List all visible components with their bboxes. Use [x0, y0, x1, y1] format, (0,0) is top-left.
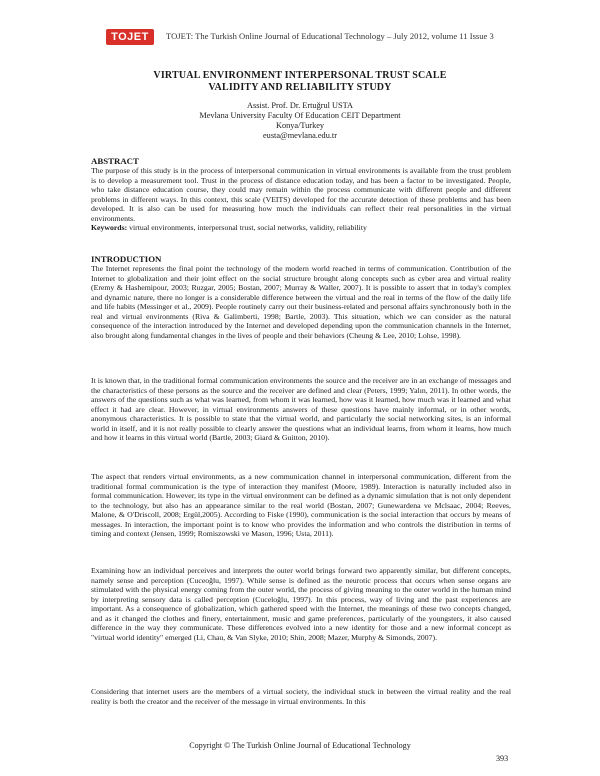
author-name: Assist. Prof. Dr. Ertuğrul USTA [246, 101, 354, 110]
abstract-section [91, 156, 511, 233]
intro-paragraph-1-wrap [91, 264, 511, 340]
keywords-text: virtual environments, interpersonal trust, social networks, validity, reliability [127, 223, 367, 232]
author-email: eusta@mevlana.edu.tr [263, 131, 337, 140]
intro-paragraph: Considering that internet users are the members of a virtual society, the individual stuck in between the virtual reality and the real reality is both the creator and the receiver of the message in virtual environments. In this [91, 687, 511, 706]
journal-logo: TOJET [106, 29, 154, 45]
abstract-text: The purpose of this study is in the process of interpersonal communication in virtual environments is available from the trust problem is to develop a measurement tool. Trust in the process of distance education today, and has been a factor to be investigated. People, who take distance education course, they could may remain within the process communicate with different people and different problems in different ways. In this context, this scale (VEITS) developed for the accurate detection of these problems and has been developed. It is also can be used for measuring how much the individuals can reflect their real personalities in the virtual environments. [91, 166, 511, 223]
running-header: TOJET: The Turkish Online Journal of Educational Technology – July 2012, volume 11 Issue 3 [166, 31, 494, 41]
author-block [0, 101, 600, 141]
intro-paragraph-5-wrap [91, 687, 511, 706]
introduction-heading: INTRODUCTION [91, 254, 162, 264]
intro-paragraph-4-wrap [91, 566, 511, 642]
author-location: Konya/Turkey [275, 121, 325, 130]
intro-paragraph-2-wrap [91, 376, 511, 443]
intro-paragraph: Examining how an individual perceives and interprets the outer world brings forward two apparently similar, but different concepts, namely sense and perception (Cucеoğlu, 1997). While sense is defined as the neurotic process that occurs when sense organs are stimulated with the physical energy coming from the outer world, the process of giving meaning to the outer world in the human mind by interpreting sensory data is called perception (Cucеloğlu, 1997). In this process, way of living and the past experiences are important. As a consequence of globalization, which gathered speed with the Internet, the meanings of these two concepts changed, and as it changed the clothes and finery, entertainment, music and game preferences, particularly of the youngsters, it also caused difference in the way they communicate. These differences evolved into a new identity for those and a new informal concept as "virtual world identity" emerged (Li, Chau, & Van Slyke, 2010; Shin, 2008; Mazer, Murphy & Simonds, 2007). [91, 566, 511, 642]
introduction-section [91, 254, 511, 264]
intro-paragraph-3-wrap [91, 472, 511, 539]
author-affiliation: Mevlana University Faculty Of Education CEIT Department [199, 111, 401, 120]
copyright-footer: Copyright © The Turkish Online Journal of Educational Technology [189, 741, 411, 750]
abstract-heading: ABSTRACT [91, 156, 139, 166]
page-number: 393 [496, 754, 509, 763]
intro-paragraph: The Internet represents the final point the technology of the modern world reached in terms of communication. Contribution of the Internet to globalization and their joint effect on the social structure brought along concepts such as cyber area and virtual reality (Eremy & Hashemipour, 2003; Ruzgar, 2005; Bostan, 2007; Murray & Waller, 2007). It is possible to assert that in today's complex and dynamic nature, there no longer is a considerable difference between the virtual and the real in terms of the flow of the daily life and life habits (Messinger et al., 2009). People routinely carry out their business-related and personal affairs synchronously both in the real and virtual environments (Riva & Galimberti, 1998; Bartle, 2003). This situation, which we can consider as the natural consequence of the interaction introduced by the Internet and developed depending upon the communication channels in the Internet, also brought along fundamental changes in the lives of people and their behaviors (Cheung & Lee, 2010; Lohse, 1998). [91, 264, 511, 340]
title-line-2: VALIDITY AND RELIABILITY STUDY [208, 81, 392, 93]
paper-title [0, 70, 600, 93]
keywords-label: Keywords: [91, 223, 128, 232]
title-line-1: VIRTUAL ENVIRONMENT INTERPERSONAL TRUST SCALE [153, 70, 447, 81]
intro-paragraph: It is known that, in the traditional formal communication environments the source and the receiver are in an exchange of messages and the characteristics of these persons as the source and the receiver are defined and clear (Peters, 1999; Yalın, 2011). In other words, the answers of the questions such as what was learned, from whom it was learned, how was it learned, how much was it learned and what effect it had are clear. However, in virtual environments answers of these questions have mainly informal, or in other words, anonymous characteristics. It is possible to state that the virtual world, and particularly the social networking sites, is an informal world in itself, and it is not really possible to clearly answer the questions what an individual learns, from whom it learns, how much and how it learns in this virtual world (Bartle, 2003; Giard & Guitton, 2010). [91, 376, 511, 442]
keywords-line [91, 223, 511, 233]
intro-paragraph: The aspect that renders virtual environments, as a new communication channel in interpersonal communication, different from the traditional formal communication is the type of interaction they manifest (Moore, 1989). Interaction is naturally included also in formal communication. However, its type in the virtual environment can be defined as a dynamic simulation that is not only dependent to the technology, but also has an appearance similar to the real world (Bostan, 2007; Gunewardena ve Mclsaac, 2004; Reeves, Malone, & O'Driscoll, 2008; Ergül,2005). According to Fiske (1990), communication is the social interaction that occurs by means of messages. In interaction, the important point is to know who provides the information and who controls the distribution in terms of timing and context (Jensen, 1999; Romiszowski ve Mason, 1996; Usta, 2011). [91, 472, 511, 538]
